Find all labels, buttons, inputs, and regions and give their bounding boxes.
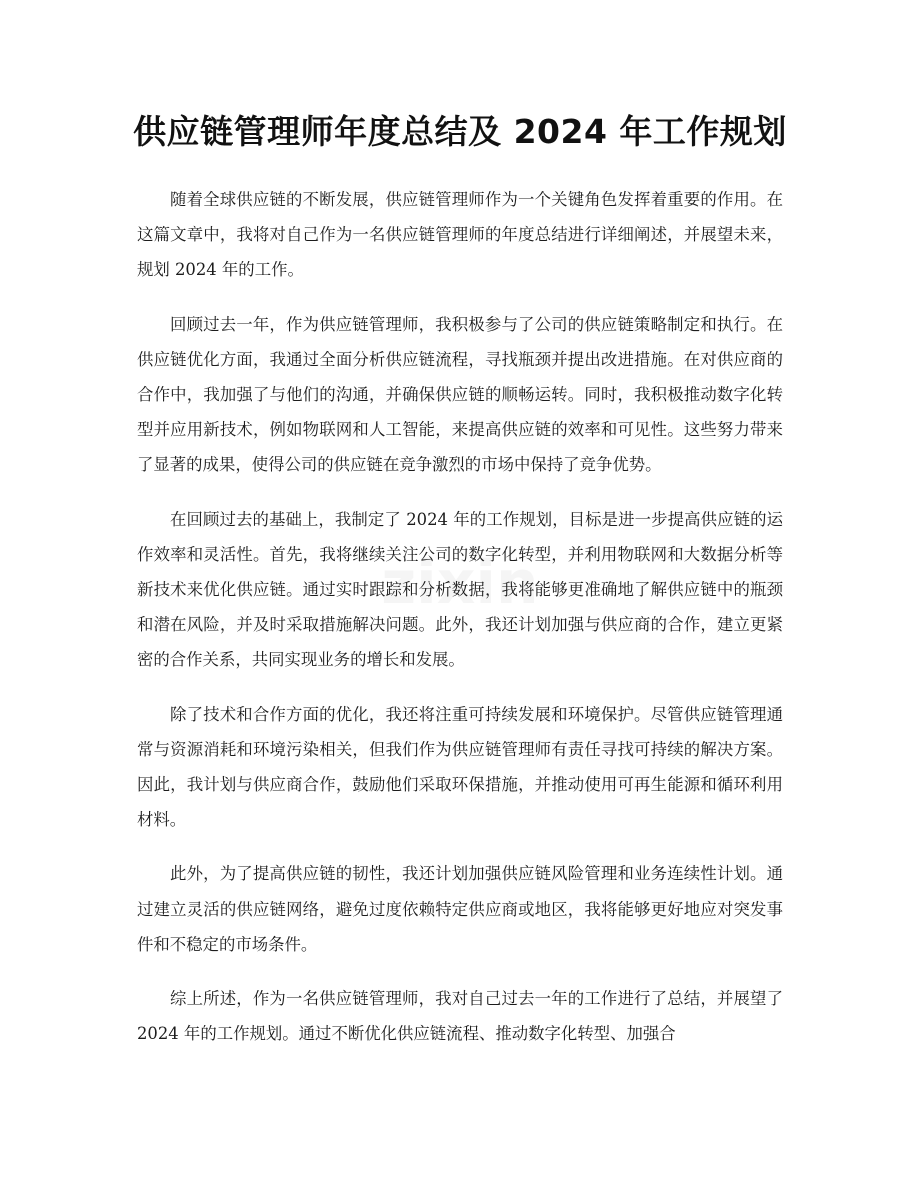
watermark: zixin [381,548,539,618]
paragraph-plan: 在回顾过去的基础上，我制定了 2024 年的工作规划，目标是进一步提高供应链的运作效率和灵活性。首先，我将继续关注公司的数字化转型，并利用物联网和大数据分析等新技术来优化供应链。通过实时跟踪和分析数据，我将能够更准确地了解供应链中的瓶颈和潜在风险，并及时采取措施解决问题。此外，我还计划加强与供应商的合作，建立更紧密的合作关系，共同实现业务的增长和发展。 [137,509,783,670]
paragraph-summary: 综上所述，作为一名供应链管理师，我对自己过去一年的工作进行了总结，并展望了 2024 年的工作规划。通过不断优化供应链流程、推动数字化转型、加强合 [137,989,783,1044]
paragraph-resilience: 此外，为了提高供应链的韧性，我还计划加强供应链风险管理和业务连续性计划。通过建立灵活的供应链网络，避免过度依赖特定供应商或地区，我将能够更好地应对突发事件和不稳定的市场条件。 [137,864,783,954]
paragraph-intro: 随着全球供应链的不断发展，供应链管理师作为一个关键角色发挥着重要的作用。在这篇文章中，我将对自己作为一名供应链管理师的年度总结进行详细阐述，并展望未来，规划 2024 年的工作。 [137,190,783,280]
paragraph-sustainability: 除了技术和合作方面的优化，我还将注重可持续发展和环境保护。尽管供应链管理通常与资源消耗和环境污染相关，但我们作为供应链管理师有责任寻找可持续的解决方案。因此，我计划与供应商合作，鼓励他们采取环保措施，并推动使用可再生能源和循环利用材料。 [137,704,783,830]
document-body [137,182,783,1070]
paragraph-review: 回顾过去一年，作为供应链管理师，我积极参与了公司的供应链策略制定和执行。在供应链优化方面，我通过全面分析供应链流程，寻找瓶颈并提出改进措施。在对供应商的合作中，我加强了与他们的沟通，并确保供应链的顺畅运转。同时，我积极推动数字化转型并应用新技术，例如物联网和人工智能，来提高供应链的效率和可见性。这些努力带来了显著的成果，使得公司的供应链在竞争激烈的市场中保持了竞争优势。 [137,314,783,475]
document-title: 供应链管理师年度总结及 2024 年工作规划 [133,112,787,151]
